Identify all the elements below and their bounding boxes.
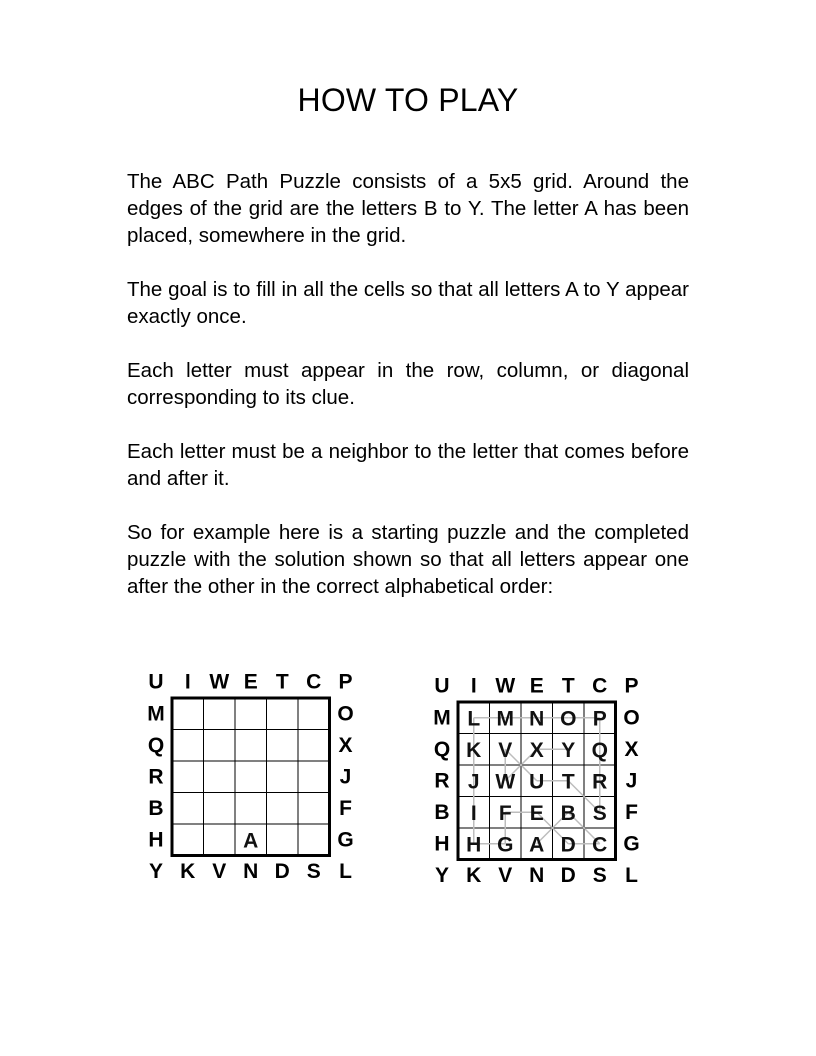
grid-cell-letter: O (560, 707, 577, 731)
clue-column-top: T (275, 670, 289, 694)
grid-cell-letter: K (466, 738, 482, 762)
clue-diagonal-top-left: U (148, 670, 164, 694)
starting-puzzle-grid (142, 668, 372, 888)
clue-column-bottom: S (306, 860, 321, 883)
paragraph-example: So for example here is a starting puzzle and the completed puzzle with the solution shown so that all letters appear one after the other in the correct alphabetical order: (127, 521, 689, 598)
clue-column-top: I (184, 670, 191, 694)
clue-column-top: T (561, 674, 575, 698)
paragraph-neighbor-rule: Each letter must be a neighbor to the letter that comes before and after it. (127, 440, 689, 490)
grid-cell-letter: E (529, 801, 544, 825)
clue-column-bottom: S (592, 864, 607, 887)
clue-column-top: W (209, 670, 230, 694)
clue-row-left: H (434, 832, 450, 856)
clue-row-left: B (434, 800, 450, 824)
clue-diagonal-bottom-left: Y (434, 864, 450, 887)
page-title: HOW TO PLAY (297, 82, 519, 118)
clue-column-top: C (306, 670, 322, 694)
grid-cell-letter: H (466, 833, 482, 857)
clue-row-right: J (625, 769, 638, 793)
clue-row-right: X (338, 733, 353, 757)
clue-column-top: E (243, 670, 258, 694)
clue-row-right: J (339, 765, 352, 789)
grid-cell-letter: W (495, 770, 516, 794)
grid-cell-letter: S (592, 801, 607, 825)
clue-column-bottom: D (560, 864, 576, 887)
grid-cell-letter: L (467, 707, 481, 731)
paragraph-intro: The ABC Path Puzzle consists of a 5x5 grid. Around the edges of the grid are the letters B to Y. The letter A has been placed, somewhere in the grid. (127, 170, 689, 247)
clue-diagonal-bottom-right: L (625, 864, 638, 887)
clue-column-top: C (592, 674, 608, 698)
grid-cell-letter: C (592, 833, 608, 857)
grid-cell-letter: R (592, 770, 608, 794)
clue-diagonal-top-left: U (434, 674, 450, 698)
clue-row-left: R (148, 765, 164, 789)
grid-cell-letter: P (592, 707, 607, 731)
clue-column-bottom: V (212, 860, 227, 883)
clue-row-right: F (339, 796, 352, 820)
grid-cell-letter: A (243, 829, 259, 853)
grid-cell-letter: N (529, 707, 545, 731)
grid-cell-letter: M (496, 707, 514, 731)
solved-puzzle-grid (428, 672, 658, 892)
instructions-text (127, 168, 689, 600)
grid-cell-letter: Q (591, 738, 608, 762)
grid-cell-letter: I (470, 801, 477, 825)
grid-cell-letter: X (529, 738, 544, 762)
grid-cell-letter: J (467, 770, 480, 794)
grid-cell-letter: G (497, 833, 514, 857)
clue-row-left: H (148, 828, 164, 852)
starting-puzzle (142, 668, 372, 888)
clue-column-top: I (470, 674, 477, 698)
clue-column-top: W (495, 674, 516, 698)
clue-diagonal-top-right: P (624, 674, 639, 698)
clue-row-left: M (147, 702, 165, 726)
clue-row-right: G (623, 832, 640, 856)
paragraph-clue-rule: Each letter must appear in the row, column, or diagonal corresponding to its clue. (127, 359, 689, 409)
solved-puzzle (428, 672, 658, 892)
clue-row-right: F (625, 800, 638, 824)
clue-diagonal-bottom-right: L (339, 860, 352, 883)
clue-row-left: R (434, 769, 450, 793)
clue-row-left: B (148, 796, 164, 820)
clue-row-right: O (623, 706, 640, 730)
grid-cell-letter: T (561, 770, 575, 794)
grid-cell-letter: B (560, 801, 576, 825)
grid-cell-letter: Y (561, 738, 576, 762)
clue-column-bottom: N (243, 860, 259, 883)
clue-row-left: Q (147, 733, 165, 757)
grid-cell-letter: D (560, 833, 576, 857)
clue-column-bottom: K (180, 860, 196, 883)
paragraph-goal: The goal is to fill in all the cells so that all letters A to Y appear exactly once. (127, 278, 689, 328)
clue-column-bottom: K (466, 864, 482, 887)
grid-cell-letter: U (529, 770, 545, 794)
clue-row-left: M (433, 706, 451, 730)
clue-row-right: O (337, 702, 354, 726)
clue-row-right: X (624, 737, 639, 761)
grid-cell-letter: A (529, 833, 545, 857)
clue-column-top: E (529, 674, 544, 698)
clue-diagonal-top-right: P (338, 670, 353, 694)
grid-cell-letter: V (498, 738, 513, 762)
clue-column-bottom: V (498, 864, 513, 887)
clue-column-bottom: N (529, 864, 545, 887)
grid-cell-letter: F (498, 801, 512, 825)
clue-row-left: Q (433, 737, 451, 761)
clue-column-bottom: D (274, 860, 290, 883)
clue-diagonal-bottom-left: Y (148, 860, 164, 883)
clue-row-right: G (337, 828, 354, 852)
